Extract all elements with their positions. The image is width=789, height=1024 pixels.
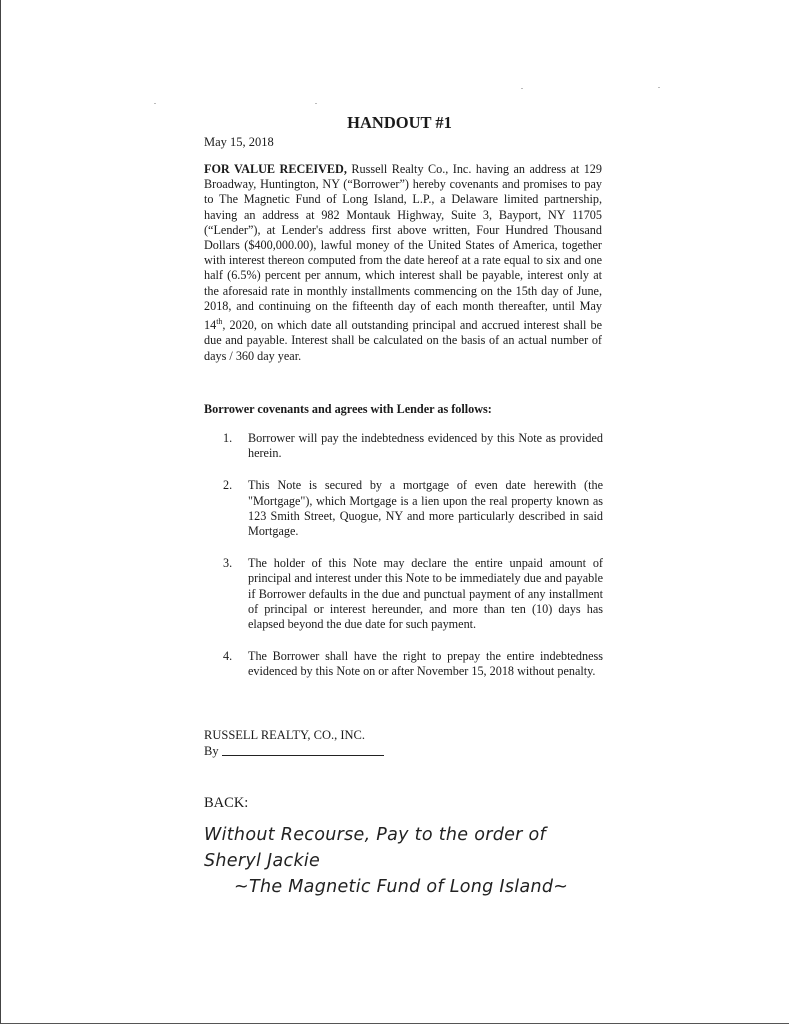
note-body-text-after: , 2020, on which date all outstanding principal and accrued interest shall be due and payable. Interest shall be calculated on the basis of an actual number of days / 360 day year. (204, 318, 602, 363)
note-date: May 15, 2018 (204, 135, 274, 149)
list-item (223, 478, 603, 539)
endorsement-signer: ~The Magnetic Fund of Long Island~ (234, 877, 569, 897)
clause-number: 3. (223, 556, 233, 571)
signature-line (222, 755, 384, 756)
note-body-superscript: th (216, 317, 223, 327)
endorsement-line: Without Recourse, Pay to the order of (204, 825, 547, 845)
note-body-lead: FOR VALUE RECEIVED, (204, 162, 347, 176)
handwritten-endorsement (204, 822, 704, 900)
scan-speck (521, 88, 523, 89)
note-body-text: Russell Realty Co., Inc. having an address at 129 Broadway, Huntington, NY (“Borrower”) hereby covenants and promises to pay to The Magnetic Fund of Long Island, L.P., a Delaware limited partnership, having an address at 982 Montauk Highway, Suite 3, Bayport, NY 11705 (“Lender”), at Lender's address first above written, Four Hundred Thousand Dollars ($400,000.00), lawful money of the United States of America, together with interest thereon computed from the date hereof at a rate equal to six and one half (6.5%) percent per annum, which interest shall be payable, interest only at the aforesaid rate in monthly installments commencing on the 15th day of June, 2018, and continuing on the fifteenth day of each month thereafter, until May 14 (204, 162, 602, 333)
clause-text: Borrower will pay the indebtedness evidenced by this Note as provided herein. (248, 431, 603, 461)
signature-row (204, 743, 384, 759)
covenant-heading: Borrower covenants and agrees with Lender as follows: (204, 402, 492, 416)
back-label: BACK: (204, 795, 249, 811)
list-item (223, 431, 603, 461)
page-title: HANDOUT #1 (347, 113, 452, 132)
signer-company: RUSSELL REALTY, CO., INC. (204, 728, 366, 742)
scan-speck (154, 103, 156, 104)
clause-number: 4. (223, 649, 233, 664)
clause-text: This Note is secured by a mortgage of even date herewith (the "Mortgage"), which Mortgage is a lien upon the real property known as 123 Smith Street, Quogue, NY and more particularly described in said Mortgage. (248, 478, 603, 539)
signature-by-label: By (204, 744, 219, 758)
clause-text: The holder of this Note may declare the entire unpaid amount of principal and interest under this Note to be immediately due and payable if Borrower defaults in the due and punctual payment of any installment of principal or interest hereunder, and more than ten (10) days has elapsed beyond the due date for such payment. (248, 556, 603, 632)
signature-block (204, 727, 384, 759)
endorsement-payee: Sheryl Jackie (204, 851, 321, 871)
list-item (223, 649, 603, 679)
clause-text: The Borrower shall have the right to prepay the entire indebtedness evidenced by this Note on or after November 15, 2018 without penalty. (248, 649, 603, 679)
list-item (223, 556, 603, 632)
covenant-list (223, 431, 603, 680)
clause-number: 2. (223, 478, 233, 493)
scan-speck (658, 87, 660, 88)
note-body (204, 162, 602, 364)
clause-number: 1. (223, 431, 233, 445)
scan-speck (315, 103, 317, 104)
